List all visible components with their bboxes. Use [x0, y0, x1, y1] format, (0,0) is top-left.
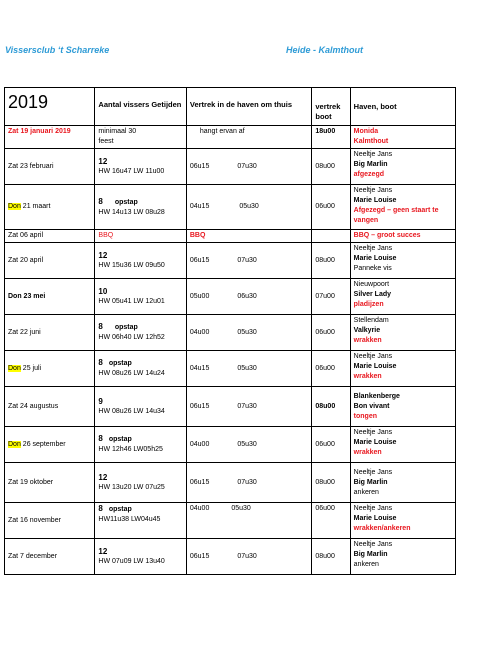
row-date: Zat 16 november — [5, 503, 95, 539]
table-row — [5, 243, 456, 279]
col-header-vissers: Aantal vissers Getijden — [95, 88, 186, 126]
row-boat-time: 08u00 — [312, 463, 350, 503]
row-vertrek: 06u15 07u30 — [186, 243, 312, 279]
table-row — [5, 427, 456, 463]
row-harbor: Nieuwpoort Silver Lady pladijzen — [350, 279, 455, 315]
row-vissers: 9 HW 08u26 LW 14u34 — [95, 387, 186, 427]
header-row — [5, 88, 456, 126]
row-boat-time: 08u00 — [312, 243, 350, 279]
row-vertrek: 04u15 05u30 — [186, 351, 312, 387]
row-vissers: 8 opstap HW 12h46 LW05h25 — [95, 427, 186, 463]
row-vissers: 8 opstap HW 14u13 LW 08u28 — [95, 185, 186, 230]
row-boat-time: 08u00 — [312, 539, 350, 575]
col-header-haven: Haven, boot — [350, 88, 455, 126]
row-date: Zat 24 augustus — [5, 387, 95, 427]
row-harbor: Neeltje Jans Big Marlin ankeren — [350, 539, 455, 575]
row-date: Don 23 mei — [5, 279, 95, 315]
row-harbor: Neeltje Jans Marie Louise wrakken — [350, 427, 455, 463]
row-vissers: 8 opstap HW 06h40 LW 12h52 — [95, 315, 186, 351]
row-harbor: Monida Kalmthout — [350, 126, 455, 149]
table-row — [5, 463, 456, 503]
row-date: Zat 19 januari 2019 — [5, 126, 95, 149]
col-header-vertrek: Vertrek in de haven om thuis — [186, 88, 312, 126]
row-harbor: BBQ – groot succes — [350, 230, 455, 243]
row-vissers: 10 HW 05u41 LW 12u01 — [95, 279, 186, 315]
table-row — [5, 279, 456, 315]
row-harbor: Neeltje Jans Marie Louise wrakken/ankeren — [350, 503, 455, 539]
row-vissers: 12 HW 07u09 LW 13u40 — [95, 539, 186, 575]
row-harbor: Neeltje Jans Big Marlin ankeren — [350, 463, 455, 503]
row-boat-time: 06u00 — [312, 315, 350, 351]
row-vissers: BBQ — [95, 230, 186, 243]
row-harbor: Neeltje Jans Marie Louise Afgezegd – geen staart te vangen — [350, 185, 455, 230]
table-row — [5, 539, 456, 575]
row-boat-time: 06u00 — [312, 503, 350, 539]
row-boat-time: 08u00 — [312, 387, 350, 427]
row-boat-time: 06u00 — [312, 351, 350, 387]
row-vertrek: 04u00 05u30 — [186, 427, 312, 463]
table-row — [5, 387, 456, 427]
row-harbor: Neeltje Jans Marie Louise wrakken — [350, 351, 455, 387]
row-vertrek: 06u15 07u30 — [186, 463, 312, 503]
row-harbor: Neeltje Jans Marie Louise Panneke vis — [350, 243, 455, 279]
year-label: 2019 — [5, 88, 95, 126]
row-vissers: 12 HW 13u20 LW 07u25 — [95, 463, 186, 503]
row-vissers: 12 HW 15u36 LW 09u50 — [95, 243, 186, 279]
row-date: Zat 20 april — [5, 243, 95, 279]
row-boat-time: 06u00 — [312, 185, 350, 230]
row-boat-time: 07u00 — [312, 279, 350, 315]
row-boat-time: 06u00 — [312, 427, 350, 463]
row-date: Zat 22 juni — [5, 315, 95, 351]
row-harbor: Stellendam Valkyrie wrakken — [350, 315, 455, 351]
table-row — [5, 351, 456, 387]
row-vertrek: 06u15 07u30 — [186, 387, 312, 427]
table-row — [5, 126, 456, 149]
table-row — [5, 315, 456, 351]
row-vertrek: 06u15 07u30 — [186, 539, 312, 575]
row-vertrek: 05u00 06u30 — [186, 279, 312, 315]
row-date: Zat 7 december — [5, 539, 95, 575]
row-date: Don 21 maart — [5, 185, 95, 230]
row-date: Don 26 september — [5, 427, 95, 463]
row-vissers: 8 opstap HW11u38 LW04u45 — [95, 503, 186, 539]
row-date: Zat 19 oktober — [5, 463, 95, 503]
row-date: Zat 06 april — [5, 230, 95, 243]
row-vertrek: BBQ — [186, 230, 312, 243]
row-date: Don 25 juli — [5, 351, 95, 387]
row-vissers: minimaal 30 feest — [95, 126, 186, 149]
table-row — [5, 503, 456, 539]
col-header-boot: vertrek boot — [312, 88, 350, 126]
row-vertrek: 06u15 07u30 — [186, 149, 312, 185]
row-boat-time: 18u00 — [312, 126, 350, 149]
row-harbor: Neeltje Jans Big Marlin afgezegd — [350, 149, 455, 185]
row-boat-time — [312, 230, 350, 243]
table-row — [5, 230, 456, 243]
row-boat-time: 08u00 — [312, 149, 350, 185]
schedule-table — [4, 87, 456, 575]
row-harbor: Blankenberge Bon vivant tongen — [350, 387, 455, 427]
table-row — [5, 185, 456, 230]
table-row — [5, 149, 456, 185]
row-vertrek: 04u15 05u30 — [186, 185, 312, 230]
row-vertrek: hangt ervan af — [186, 126, 312, 149]
row-vissers: 12 HW 16u47 LW 11u00 — [95, 149, 186, 185]
row-vertrek: 04u00 05u30 — [186, 503, 312, 539]
location-title: Heide - Kalmthout — [286, 45, 364, 55]
row-date: Zat 23 februari — [5, 149, 95, 185]
row-vissers: 8 opstap HW 08u26 LW 14u24 — [95, 351, 186, 387]
club-name: Vissersclub ‘t Scharreke — [5, 45, 110, 55]
row-vertrek: 04u00 05u30 — [186, 315, 312, 351]
